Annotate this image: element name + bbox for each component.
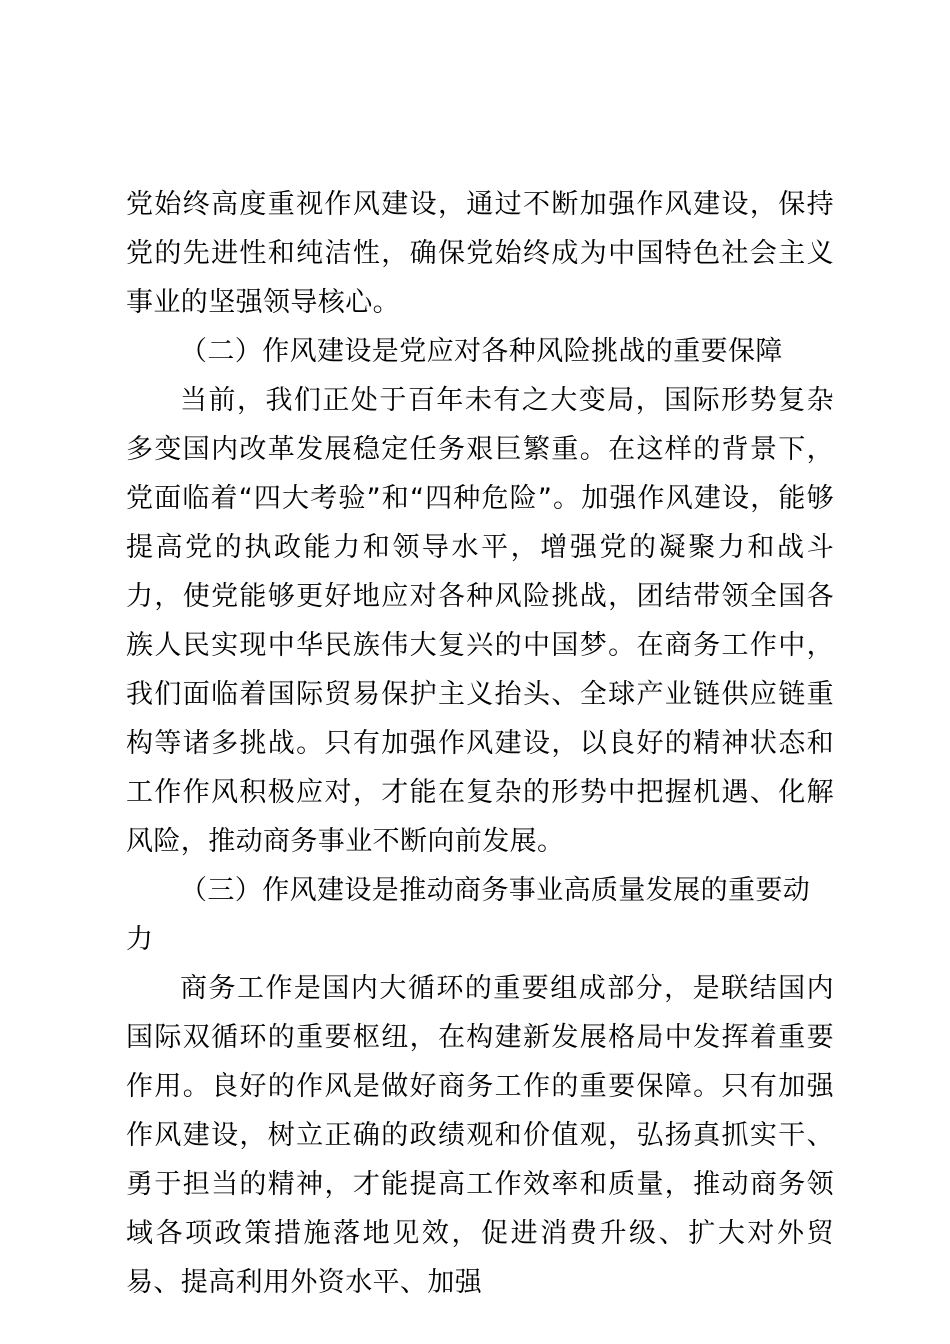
section-heading-3: （三）作风建设是推动商务事业高质量发展的重要动力 <box>126 875 811 955</box>
body-paragraph-commerce-development: 商务工作是国内大循环的重要组成部分，是联结国内国际双循环的重要枢纽，在构建新发展格局中发挥着重要作用。良好的作风是做好商务工作的重要保障。只有加强作风建设，树立正确的政绩观和价值观，弘扬真抓实干、勇于担当的精神，才能提高工作效率和质量，推动商务领域各项政策措施落地见效，促进消费升级、扩大对外贸易、提高利用外资水平、加强 <box>126 973 834 1298</box>
body-paragraph-continuation: 党始终高度重视作风建设，通过不断加强作风建设，保持党的先进性和纯洁性，确保党始终成为中国特色社会主义事业的坚强领导核心。 <box>126 189 834 318</box>
section-heading-2: （二）作风建设是党应对各种风险挑战的重要保障 <box>180 336 783 367</box>
body-paragraph-risk-challenges: 当前，我们正处于百年未有之大变局，国际形势复杂多变国内改革发展稳定任务艰巨繁重。在这样的背景下，党面临着“四大考验”和“四种危险”。加强作风建设，能够提高党的执政能力和领导水平，增强党的凝聚力和战斗力，使党能够更好地应对各种风险挑战，团结带领全国各族人民实现中华民族伟大复兴的中国梦。在商务工作中，我们面临着国际贸易保护主义抬头、全球产业链供应链重构等诸多挑战。只有加强作风建设，以良好的精神状态和工作作风积极应对，才能在复杂的形势中把握机遇、化解风险，推动商务事业不断向前发展。 <box>126 385 834 857</box>
document-body <box>126 180 834 1307</box>
